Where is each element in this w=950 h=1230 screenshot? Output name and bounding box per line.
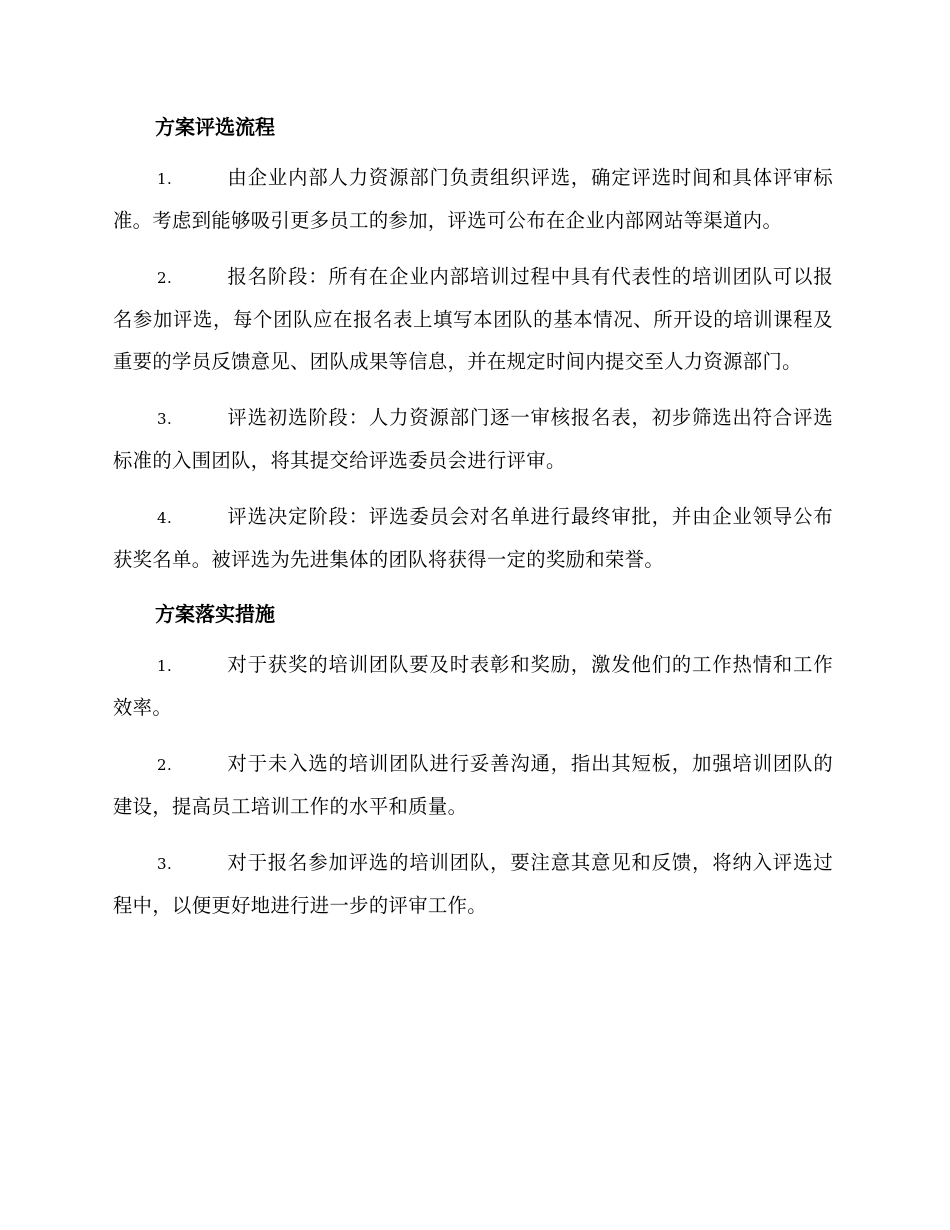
item-number: 1. [157,657,173,675]
item-text: 报名阶段：所有在企业内部培训过程中具有代表性的培训团队可以报名参加评选，每个团队应在报名表上填写本团队的基本情况、所开设的培训课程及重要的学员反馈意见、团队成果等信息，并在规定时间内提交至人力资源部门。 [113,265,833,373]
item-number: 2. [157,269,173,287]
item-text: 评选决定阶段：评选委员会对名单进行最终审批，并由企业领导公布获奖名单。被评选为先进集体的团队将获得一定的奖励和荣誉。 [113,505,833,571]
list-item [113,842,833,927]
list-item [113,157,833,242]
list-item [113,496,833,581]
item-text: 对于获奖的培训团队要及时表彰和奖励，激发他们的工作热情和工作效率。 [113,653,833,719]
item-text: 对于未入选的培训团队进行妥善沟通，指出其短板，加强培训团队的建设，提高员工培训工作的水平和质量。 [113,752,833,818]
list-item [113,256,833,383]
item-text: 评选初选阶段：人力资源部门逐一审核报名表，初步筛选出符合评选标准的入围团队，将其提交给评选委员会进行评审。 [113,406,833,472]
list-item [113,644,833,729]
item-number: 3. [157,410,173,428]
item-number: 3. [157,855,173,873]
list-item [113,743,833,828]
section-heading: 方案评选流程 [155,115,275,139]
item-number: 1. [157,170,173,188]
section-heading: 方案落实措施 [155,602,275,626]
item-text: 对于报名参加评选的培训团队，要注意其意见和反馈，将纳入评选过程中，以便更好地进行进一步的评审工作。 [113,851,833,917]
list-item [113,397,833,482]
item-text: 由企业内部人力资源部门负责组织评选，确定评选时间和具体评审标准。考虑到能够吸引更多员工的参加，评选可公布在企业内部网站等渠道内。 [113,166,833,232]
item-number: 4. [157,509,173,527]
item-number: 2. [157,756,173,774]
document-page [113,108,833,941]
